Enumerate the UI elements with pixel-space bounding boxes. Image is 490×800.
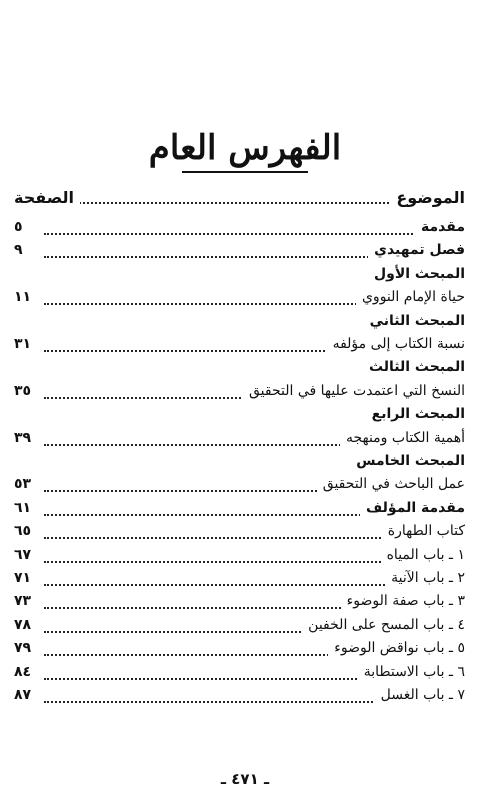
toc-entry-title: المبحث الأول (368, 266, 465, 282)
toc-entry-page: ٣١ (14, 336, 37, 352)
toc-entry-page: ٨٤ (14, 664, 37, 680)
toc-entry-title: حياة الإمام النووي (356, 289, 465, 305)
toc-entry-title: نسبة الكتاب إلى مؤلفه (327, 336, 465, 352)
toc-entry-page: ٨٧ (14, 687, 37, 703)
toc-entry-page: ٧٩ (14, 640, 37, 656)
toc-entry-page: ٣٩ (14, 430, 37, 446)
toc-entry-title: مقدمة (415, 219, 465, 235)
page-title: الفهرس العام (148, 128, 342, 168)
toc-entry-page: ٧٣ (14, 593, 37, 609)
toc-entry-page: ٣٥ (14, 383, 37, 399)
toc-entry-title: ٥ ـ باب نواقض الوضوء (328, 640, 465, 656)
topic-column-header: الموضوع (390, 188, 465, 207)
toc-entry-row (0, 640, 490, 662)
toc-entry-page: ٦٧ (14, 547, 37, 563)
toc-entry-title: ٣ ـ باب صفة الوضوء (341, 593, 465, 609)
title-underline (182, 171, 308, 173)
toc-entry-row (0, 617, 490, 639)
toc-entry-row (0, 430, 490, 452)
toc-entry-row (0, 476, 490, 498)
toc-entry-row (0, 523, 490, 545)
toc-entry-page: ٦١ (14, 500, 37, 516)
toc-entry-title: ٢ ـ باب الآنية (385, 570, 465, 586)
toc-entry-title: مقدمة المؤلف (360, 500, 465, 516)
toc-entry-title: المبحث الثاني (364, 313, 465, 329)
toc-entry-title: النسخ التي اعتمدت عليها في التحقيق (243, 383, 465, 399)
toc-entry-page: ٧١ (14, 570, 37, 586)
toc-entry-row (0, 313, 490, 335)
toc-entry-row (0, 687, 490, 709)
toc-entry-row (0, 219, 490, 241)
toc-entry-title: فصل تمهيدي (368, 242, 465, 258)
toc-entry-title: ١ ـ باب المياه (381, 547, 465, 563)
toc-entry-row (0, 242, 490, 264)
toc-entry-row (0, 453, 490, 475)
toc-entry-page: ٩ (14, 242, 29, 258)
toc-entry-title: ٦ ـ باب الاستطابة (358, 664, 465, 680)
toc-entry-title: عمل الباحث في التحقيق (317, 476, 465, 492)
toc-entry-title: المبحث الثالث (363, 359, 465, 375)
toc-entry-title: كتاب الطهارة (382, 523, 465, 539)
toc-entry-page: ٦٥ (14, 523, 37, 539)
toc-entry-row (0, 593, 490, 615)
toc-entry-row (0, 336, 490, 358)
toc-entry-title: المبحث الرابع (366, 406, 465, 422)
toc-entry-row (0, 547, 490, 569)
toc-entry-title: أهمية الكتاب ومنهجه (340, 430, 465, 446)
toc-entry-page: ٧٨ (14, 617, 37, 633)
toc-entry-row (0, 289, 490, 311)
toc-entry-title: ٤ ـ باب المسح على الخفين (302, 617, 465, 633)
toc-entry-row (0, 383, 490, 405)
toc-entry-row (0, 664, 490, 686)
toc-entry-title: ٧ ـ باب الغسل (375, 687, 465, 703)
toc-entry-page: ٥٣ (14, 476, 37, 492)
page-number-footer: ـ ٤٧١ ـ (220, 770, 270, 788)
toc-entry-row (0, 266, 490, 288)
toc-entry-page: ١١ (14, 289, 37, 305)
toc-entry-row (0, 359, 490, 381)
toc-entry-title: المبحث الخامس (350, 453, 465, 469)
toc-entry-row (0, 570, 490, 592)
toc-entry-row (0, 500, 490, 522)
toc-entry-page: ٥ (14, 219, 29, 235)
toc-header-row (0, 188, 490, 210)
toc-entry-row (0, 406, 490, 428)
dot-leader (44, 233, 465, 235)
page-column-header: الصفحة (14, 188, 80, 207)
